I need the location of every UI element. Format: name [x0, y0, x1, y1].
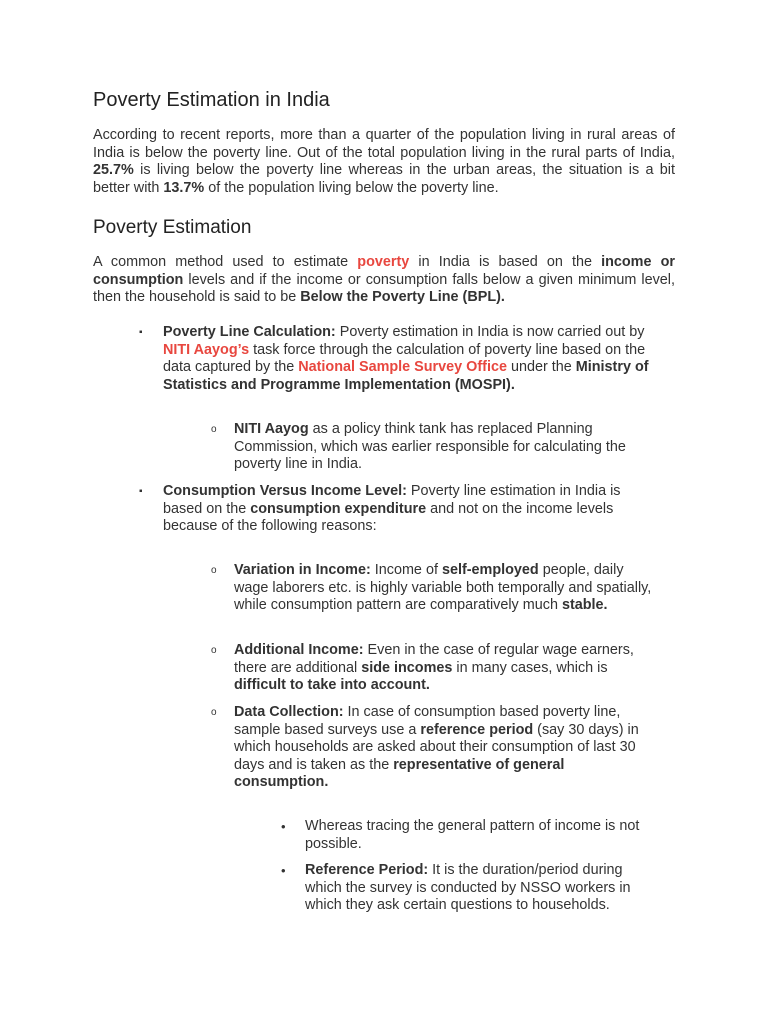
- square-bullet-icon: ▪: [139, 486, 143, 497]
- disc-bullet-icon: •: [281, 863, 286, 878]
- intro-paragraph: According to recent reports, more than a quarter of the population living in rural areas of India is below the poverty line. Out of the total population living in the rural parts of India, 25.7% is living below the poverty line whereas in the urban areas, the situation is a bit better with 13.7% of the population living below the poverty line.: [93, 127, 675, 196]
- list-item-niti-aayog: NITI Aayog as a policy think tank has replaced Planning Commission, which was earlier responsible for calculating the poverty line in India.: [234, 421, 626, 473]
- list-item-poverty-line-calculation: Poverty Line Calculation: Poverty estimation in India is now carried out by NITI Aayog’s task force through the calculation of poverty line based on the data captured by the National Sample Survey Office under the Ministry of Statistics and Programme Implementation (MOSPI).: [163, 324, 649, 393]
- method-paragraph: A common method used to estimate poverty in India is based on the income or consumption levels and if the income or consumption falls below a given minimum level, then the household is said to be Below the Poverty Line (BPL).: [93, 254, 675, 306]
- list-item-data-collection: Data Collection: In case of consumption based poverty line, sample based surveys use a reference period (say 30 days) in which households are asked about their consumption of last 30 days and is taken as the representative of general consumption.: [234, 704, 639, 791]
- circle-bullet-icon: o: [211, 707, 217, 718]
- nsso-link[interactable]: National Sample Survey Office: [298, 359, 507, 376]
- list-item-additional-income: Additional Income: Even in the case of regular wage earners, there are additional side incomes in many cases, which is difficult to take into account.: [234, 642, 634, 694]
- page-title: Poverty Estimation in India: [93, 89, 330, 111]
- poverty-link[interactable]: poverty: [357, 254, 410, 270]
- section-heading: Poverty Estimation: [93, 217, 252, 238]
- circle-bullet-icon: o: [211, 565, 217, 576]
- list-item-consumption-vs-income: Consumption Versus Income Level: Poverty line estimation in India is based on the consumption expenditure and not on the income levels because of the following reasons:: [163, 483, 621, 535]
- square-bullet-icon: ▪: [139, 327, 143, 338]
- niti-aayog-link[interactable]: NITI Aayog’s: [163, 341, 250, 358]
- circle-bullet-icon: o: [211, 645, 217, 656]
- list-item-income-pattern: Whereas tracing the general pattern of income is not possible.: [305, 818, 640, 852]
- disc-bullet-icon: •: [281, 819, 286, 834]
- circle-bullet-icon: o: [211, 424, 217, 435]
- list-item-reference-period: Reference Period: It is the duration/period during which the survey is conducted by NSSO workers in which they ask certain questions to households.: [305, 862, 631, 914]
- list-item-variation-in-income: Variation in Income: Income of self-employed people, daily wage laborers etc. is highly variable both temporally and spatially, while consumption pattern are comparatively much stable.: [234, 562, 652, 614]
